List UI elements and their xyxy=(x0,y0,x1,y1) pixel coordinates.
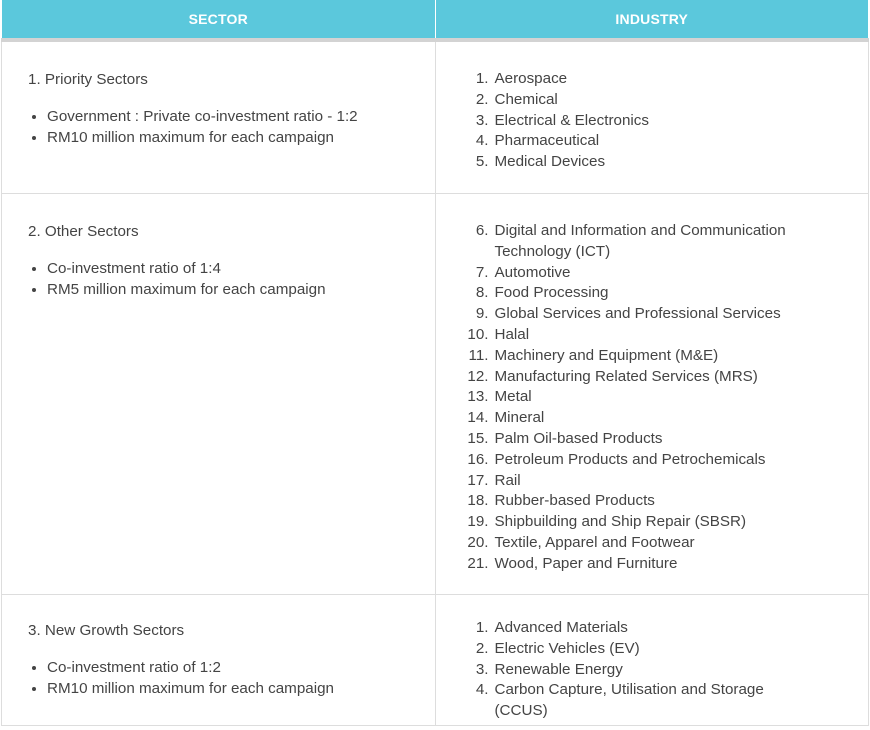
industry-number: 13. xyxy=(467,388,489,406)
industry-name: Electrical & Electronics xyxy=(494,111,649,129)
industry-item xyxy=(461,304,869,325)
industry-item xyxy=(461,408,869,429)
industry-number: 12. xyxy=(467,367,489,385)
sector-term: • Government : Private co-investment ratio - 1:2 xyxy=(47,107,435,128)
industry-cell xyxy=(435,194,869,595)
industry-item xyxy=(461,554,869,575)
industry-name: Rail xyxy=(494,471,521,489)
industry-list xyxy=(461,618,869,722)
industry-item xyxy=(461,471,869,492)
industry-name: Rubber-based Products xyxy=(494,492,655,510)
sector-term: • Co-investment ratio of 1:4 xyxy=(47,259,435,280)
industry-name: Global Services and Professional Services xyxy=(494,305,781,323)
industry-name: Metal xyxy=(494,388,532,406)
industry-number: 2. xyxy=(475,90,489,108)
industry-number: 4. xyxy=(475,681,489,699)
industry-name: Machinery and Equipment (M&E) xyxy=(494,346,719,364)
sector-term: • RM10 million maximum for each campaign xyxy=(47,128,435,149)
sector-column-header: SECTOR xyxy=(2,0,436,40)
industry-item xyxy=(461,111,869,132)
industry-cell xyxy=(435,595,869,726)
industry-name: Wood, Paper and Furniture xyxy=(494,554,678,572)
industry-name: Automotive xyxy=(494,263,571,281)
industry-item xyxy=(461,491,869,512)
industry-item xyxy=(461,450,869,471)
industry-number: 20. xyxy=(467,533,489,551)
industry-name: Medical Devices xyxy=(494,153,606,171)
industry-name: Carbon Capture, Utilisation and Storage (CCUS) xyxy=(494,681,764,720)
industry-number: 5. xyxy=(475,153,489,171)
industry-item xyxy=(461,367,869,388)
industry-name: Shipbuilding and Ship Repair (SBSR) xyxy=(494,513,747,531)
industry-item xyxy=(461,263,869,284)
industry-number: 19. xyxy=(467,513,489,531)
industry-item xyxy=(461,346,869,367)
industry-number: 21. xyxy=(467,554,489,572)
industry-name: Palm Oil-based Products xyxy=(494,429,663,447)
industry-name: Renewable Energy xyxy=(494,660,623,678)
table-row xyxy=(2,194,869,595)
industry-name: Halal xyxy=(494,325,530,343)
sector-cell xyxy=(2,595,436,726)
industry-number: 1. xyxy=(475,70,489,87)
industry-number: 18. xyxy=(467,492,489,510)
industry-cell xyxy=(435,40,869,194)
industry-number: 4. xyxy=(475,132,489,150)
industry-number: 16. xyxy=(467,450,489,468)
industry-column-header: INDUSTRY xyxy=(435,0,869,40)
industry-list xyxy=(461,221,869,575)
industry-number: 7. xyxy=(475,263,489,281)
sector-terms-list xyxy=(28,658,435,700)
industry-item xyxy=(461,660,869,681)
industry-name: Chemical xyxy=(494,90,558,108)
industry-item xyxy=(461,680,869,722)
industry-number: 14. xyxy=(467,409,489,427)
table-body xyxy=(2,40,869,726)
industry-name: Petroleum Products and Petrochemicals xyxy=(494,450,766,468)
table-row xyxy=(2,40,869,194)
industry-item xyxy=(461,533,869,554)
industry-name: Pharmaceutical xyxy=(494,132,600,150)
industry-name: Manufacturing Related Services (MRS) xyxy=(494,367,758,385)
sector-cell xyxy=(2,194,436,595)
industry-item xyxy=(461,221,869,263)
industry-number: 1. xyxy=(475,619,489,636)
industry-item xyxy=(461,639,869,660)
industry-name: Aerospace xyxy=(494,70,568,87)
industry-name: Electric Vehicles (EV) xyxy=(494,639,640,657)
industry-number: 15. xyxy=(467,429,489,447)
industry-item xyxy=(461,90,869,111)
industry-number: 6. xyxy=(475,222,489,239)
industry-number: 17. xyxy=(467,471,489,489)
industry-item xyxy=(461,512,869,533)
industry-item xyxy=(461,69,869,90)
industry-list xyxy=(461,69,869,173)
sector-terms-list xyxy=(28,259,435,301)
sector-cell xyxy=(2,40,436,194)
industry-number: 10. xyxy=(467,325,489,343)
industry-item xyxy=(461,387,869,408)
industry-number: 3. xyxy=(475,660,489,678)
industry-name: Advanced Materials xyxy=(494,619,628,636)
industry-number: 3. xyxy=(475,111,489,129)
sector-term: • Co-investment ratio of 1:2 xyxy=(47,658,435,679)
header-row xyxy=(2,0,869,40)
industry-number: 9. xyxy=(475,305,489,323)
industry-item xyxy=(461,283,869,304)
industry-number: 8. xyxy=(475,284,489,302)
industry-item xyxy=(461,152,869,173)
industry-name: Digital and Information and Communication Technology (ICT) xyxy=(494,222,786,260)
sector-term: • RM10 million maximum for each campaign xyxy=(47,679,435,700)
sector-title: 1. Priority Sectors xyxy=(28,71,148,88)
industry-item xyxy=(461,325,869,346)
sector-terms-list xyxy=(28,107,435,149)
industry-number: 2. xyxy=(475,639,489,657)
sector-term: • RM5 million maximum for each campaign xyxy=(47,280,435,301)
table-row xyxy=(2,595,869,726)
industry-name: Mineral xyxy=(494,409,545,427)
industry-item xyxy=(461,429,869,450)
sector-industry-table xyxy=(1,0,869,726)
industry-item xyxy=(461,131,869,152)
industry-item xyxy=(461,618,869,639)
table-header xyxy=(2,0,869,40)
sector-title: 2. Other Sectors xyxy=(28,223,139,240)
industry-name: Textile, Apparel and Footwear xyxy=(494,533,695,551)
industry-number: 11. xyxy=(468,346,489,364)
sector-title: 3. New Growth Sectors xyxy=(28,622,185,639)
industry-name: Food Processing xyxy=(494,284,609,302)
